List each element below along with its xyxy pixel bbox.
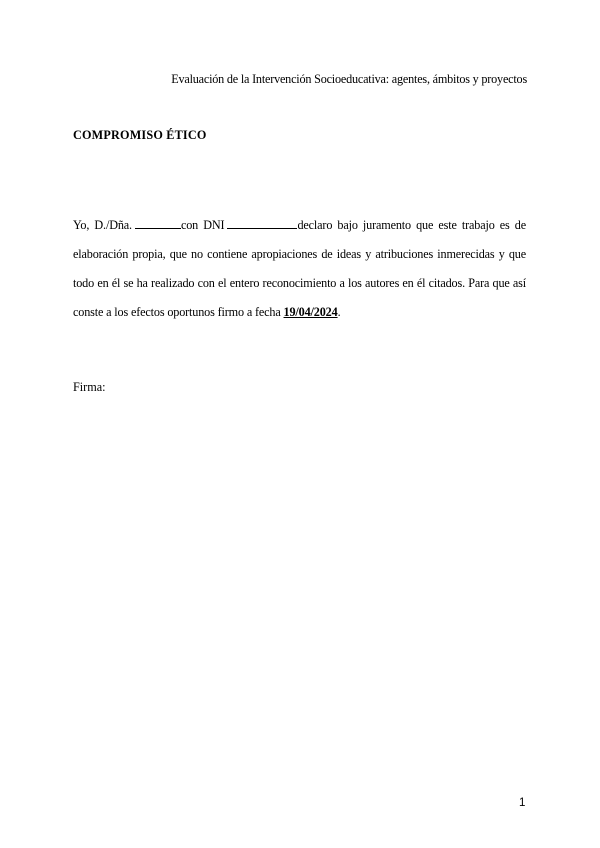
name-blank-line: [135, 217, 181, 229]
page-number: 1: [519, 797, 526, 809]
dni-blank-line: [227, 217, 297, 229]
dni-label: con DNI: [180, 218, 225, 232]
declaration-main-text: declaro bajo juramento que este trabajo es de elaboración propia, que no contiene apropiaciones de ideas y atribuciones inmerecidas y que todo en él se ha realizado con el entero reconocimiento a los autores en él citados. Para que así conste a los efectos oportunos firmo a fecha: [73, 218, 526, 319]
declaration-date: 19/04/2024: [283, 305, 338, 319]
running-header: Evaluación de la Intervención Socioeducativa: agentes, ámbitos y proyectos: [171, 72, 527, 86]
signature-label: Firma:: [73, 380, 106, 394]
declaration-prefix: Yo, D./Dña.: [73, 218, 132, 232]
declaration-paragraph: [73, 211, 526, 327]
section-title: COMPROMISO ÉTICO: [73, 128, 207, 142]
declaration-closing: .: [337, 305, 341, 319]
